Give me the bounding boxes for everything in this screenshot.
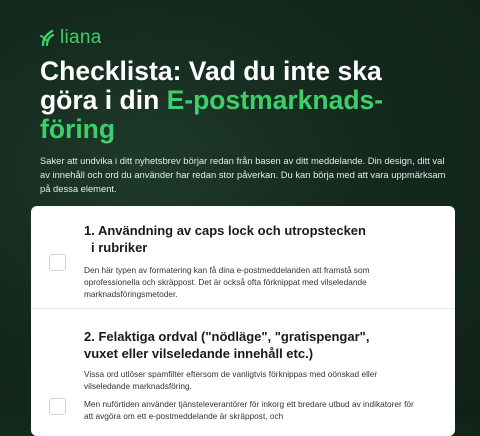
- title-line-2-accent: E-postmarknads-: [166, 85, 384, 115]
- brand-logo: [40, 27, 102, 48]
- checklist-item-heading: [84, 222, 424, 256]
- heading-line-2: vuxet eller vilseledande innehåll etc.): [84, 346, 314, 361]
- title-line-3-accent: föring: [40, 114, 116, 144]
- checklist-item-description: Vissa ord utlöser spamfilter eftersom de vanligtvis förknippas med oönskad eller vilseledande marknadsföring.: [84, 369, 378, 391]
- title-line-2-prefix: göra i din: [40, 85, 167, 115]
- heading-line-1: 1. Användning av caps lock och utropstecken: [84, 223, 366, 238]
- checklist-item-content: [84, 222, 424, 300]
- checklist-item-description: Den här typen av formatering kan få dina e-postmeddelanden att framstå som oprofessionella och skräppost. Det är också ofta förknippat med vilseledande marknadsföringsmetoder.: [84, 265, 370, 299]
- checklist-checkbox[interactable]: [49, 398, 66, 415]
- checklist-divider: [31, 308, 455, 309]
- checklist-checkbox[interactable]: [49, 254, 66, 271]
- checklist-item-description-2: Men nuförtiden använder tjänsteleverantörer för inkorg ett bredare utbud av indikatorer för att avgöra om ett e-postmeddelande är skräppost, och: [84, 399, 414, 421]
- checklist-card: [31, 206, 455, 436]
- page-title: [40, 57, 460, 144]
- heading-line-1: 2. Felaktiga ordval ("nödläge", "gratispengar",: [84, 329, 370, 344]
- heading-line-2: i rubriker: [91, 240, 148, 255]
- title-line-1: Checklista: Vad du inte ska: [40, 56, 382, 86]
- liana-leaf-mark-icon: [40, 30, 54, 46]
- checklist-item-content: [84, 328, 424, 422]
- logo-text: liana: [60, 27, 102, 48]
- intro-paragraph: Saker att undvika i ditt nyhetsbrev börjar redan från basen av ditt meddelande. Din design, ditt val av innehåll och ord du använder har redan stor påverkan. Du kan börja med att vara uppmärksam på dessa element.: [40, 155, 446, 195]
- checklist-item-heading: [84, 328, 424, 362]
